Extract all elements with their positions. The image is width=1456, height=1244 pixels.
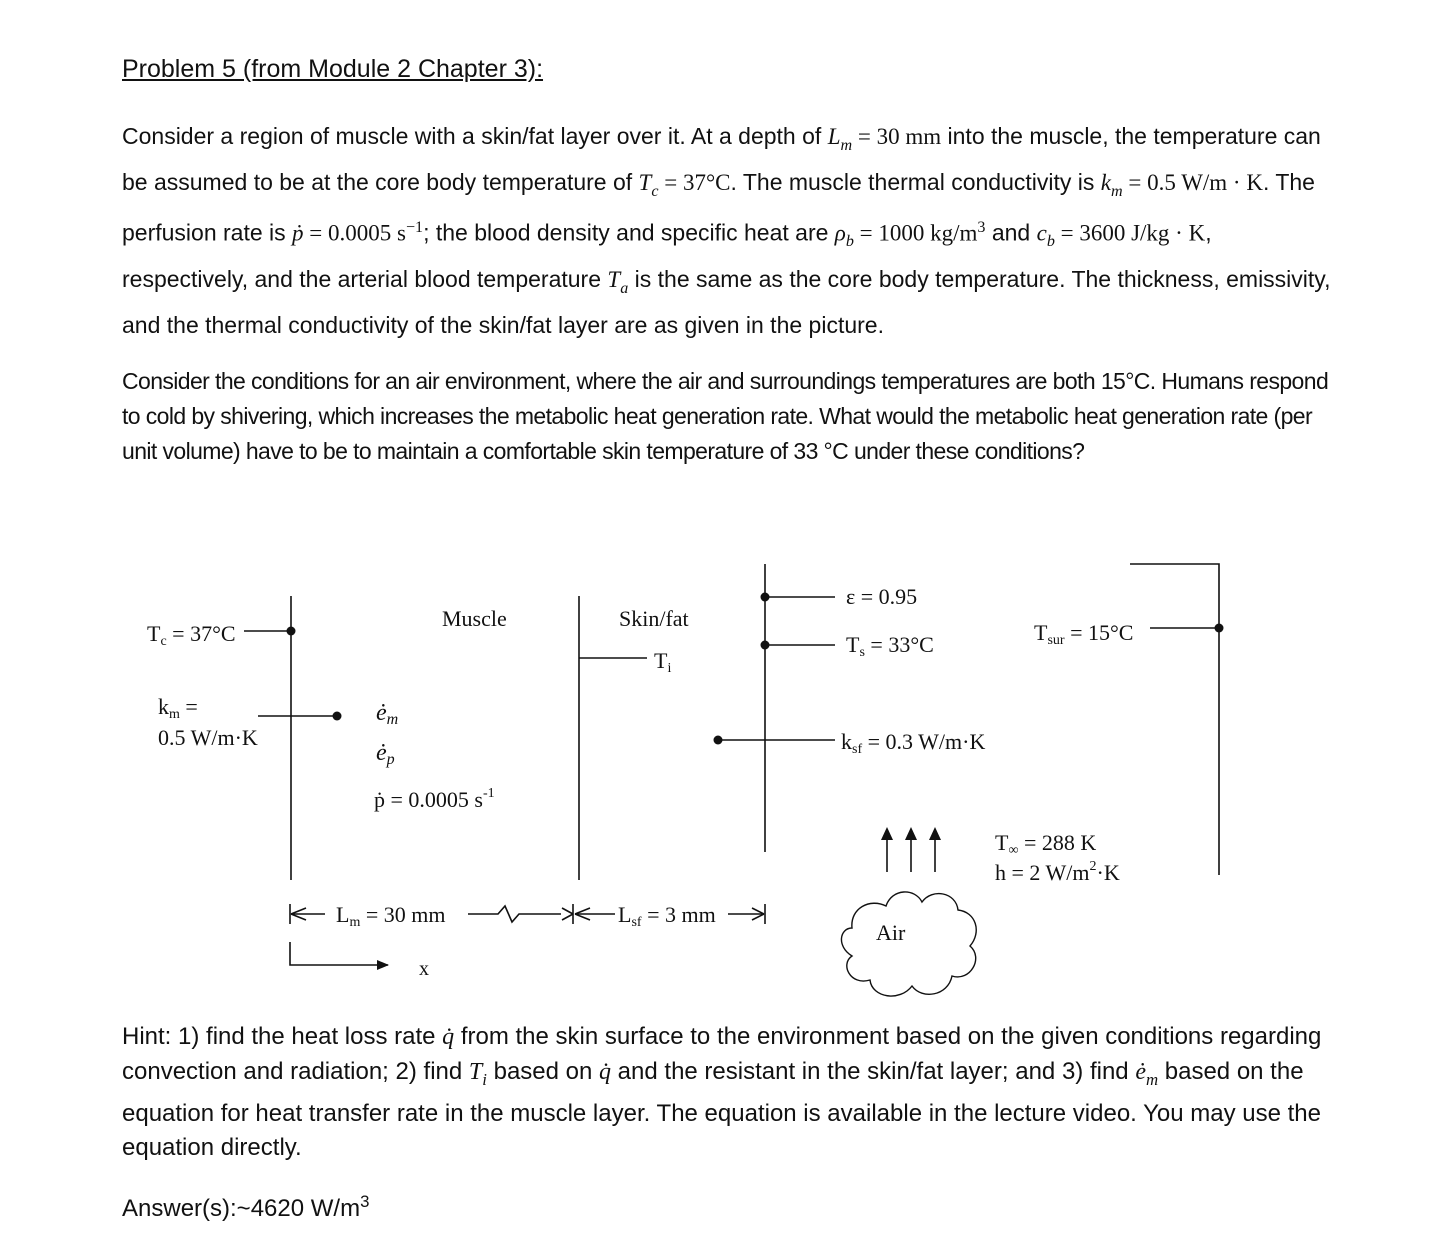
x-axis-label: x [419, 958, 429, 980]
math-symbol: q̇ [442, 1024, 455, 1050]
text-segment: based on the equation for heat transfer rate in the muscle layer. The equation is available in the lecture video. You may use the equation directly. [122, 1057, 1321, 1162]
tinf-label: T∞ = 288 K [995, 830, 1097, 858]
hint-text [122, 1020, 1342, 1166]
ep-label: ėp [376, 740, 395, 768]
math-symbol: q̇ [599, 1058, 612, 1085]
math-subscript: m [1145, 1069, 1159, 1089]
ts-label: Ts = 33°C [846, 632, 934, 660]
muscle-label: Muscle [442, 606, 507, 631]
math-symbol: L [827, 124, 841, 149]
epsilon-node [761, 593, 770, 602]
lm-arrowhead-right [562, 908, 573, 920]
tsur-node [1215, 624, 1224, 633]
heat-transfer-diagram [0, 540, 1456, 1015]
lm-label: Lm = 30 mm [336, 902, 446, 930]
problem-description [122, 118, 1342, 344]
math-symbol: ṗ [292, 220, 304, 246]
ksf-node [714, 736, 723, 745]
convection-arrowhead [881, 827, 893, 840]
ts-node [761, 641, 770, 650]
answer-exponent: 3 [360, 1192, 370, 1211]
ti-label: Ti [654, 648, 672, 676]
ksf-label: ksf = 0.3 W/m·K [841, 729, 986, 757]
lsf-label: Lsf = 3 mm [618, 902, 716, 930]
km-value: 0.5 W/m·K [158, 725, 258, 750]
break-squiggle [468, 906, 561, 922]
math-value: = 37°C [658, 170, 731, 196]
math-symbol: ė [1135, 1058, 1146, 1085]
tc-node [287, 627, 296, 636]
text-segment: . The muscle thermal conductivity is [730, 169, 1101, 196]
math-value: = 1000 kg/m [853, 220, 978, 246]
convection-arrowhead [905, 827, 917, 840]
math-subscript: a [620, 279, 629, 297]
text-segment: , respectively, and the arterial blood temperature [122, 219, 1212, 292]
math-symbol: c [1036, 220, 1047, 246]
math-subscript: m [1111, 182, 1123, 200]
surroundings-bracket [1130, 564, 1219, 875]
math-symbol: T [638, 170, 652, 196]
tc-label: Tc = 37°C [147, 621, 236, 649]
math-subscript: m [840, 136, 853, 154]
math-subscript: c [651, 182, 659, 200]
math-symbol: ρ [834, 220, 846, 246]
problem-title: Problem 5 (from Module 2 Chapter 3): [122, 55, 544, 83]
h-label: h = 2 $W/m^2\cdot K$ [995, 859, 1120, 885]
text-segment: ; the blood density and specific heat are [423, 219, 835, 246]
text-segment: and the resistant in the skin/fat layer; and 3) find [611, 1057, 1136, 1085]
text-segment: . The perfusion rate is [122, 169, 1315, 246]
km-label: km = [158, 694, 198, 722]
tsur-label: Tsur = 15°C [1034, 620, 1134, 648]
text-segment: and [985, 219, 1037, 246]
epsilon-label: ε = 0.95 [846, 584, 918, 609]
perfusion-label: ṗ = 0.0005 $s^{-1}$ [374, 786, 495, 812]
problem-question: Consider the conditions for an air environment, where the air and surroundings temperatures are both 15°C. Humans respond to cold by shivering, which increases the metabolic heat generation rate. What would the metabolic heat generation rate (per unit volume) have to be to maintain a comfortable skin temperature of 33 °C under these conditions? [122, 368, 1329, 464]
math-subscript: b [1046, 233, 1055, 251]
text-segment: from the skin surface to the environment based on the given conditions regarding convection and radiation; 2) find [122, 1023, 1322, 1085]
text-segment: based on [486, 1057, 600, 1085]
air-label: Air [876, 920, 906, 945]
text-segment: Hint: 1) find the heat loss rate [122, 1023, 443, 1050]
math-subscript: i [482, 1069, 487, 1089]
math-exponent: 3 [977, 219, 986, 237]
x-axis [290, 942, 388, 965]
km-node [333, 712, 342, 721]
math-exponent: −1 [405, 219, 424, 237]
math-symbol: k [1100, 170, 1112, 196]
skinfat-label: Skin/fat [619, 606, 689, 631]
math-value: = 0.5 W/m · K [1122, 170, 1263, 196]
answer-text: Answer(s):~4620 $W/m^3$ [122, 1192, 370, 1222]
text-segment: Consider a region of muscle with a skin/fat layer over it. At a depth of [122, 123, 828, 149]
math-value: = 0.0005 s [303, 220, 406, 246]
math-subscript: b [845, 233, 854, 251]
convection-arrowhead [929, 827, 941, 840]
text-segment: is the same as the core body temperature. The thickness, emissivity, and the thermal conductivity of the skin/fat layer are as given in the picture. [122, 265, 1331, 339]
em-label: ėm [376, 700, 399, 728]
math-symbol: T [468, 1058, 483, 1085]
math-value: = 30 mm [852, 124, 942, 149]
math-value: = 3600 J/kg · K [1054, 220, 1206, 246]
math-symbol: T [607, 266, 621, 292]
text-segment: into the muscle, the temperature can be assumed to be at the core body temperature of [122, 123, 1321, 196]
air-cloud [841, 892, 976, 996]
